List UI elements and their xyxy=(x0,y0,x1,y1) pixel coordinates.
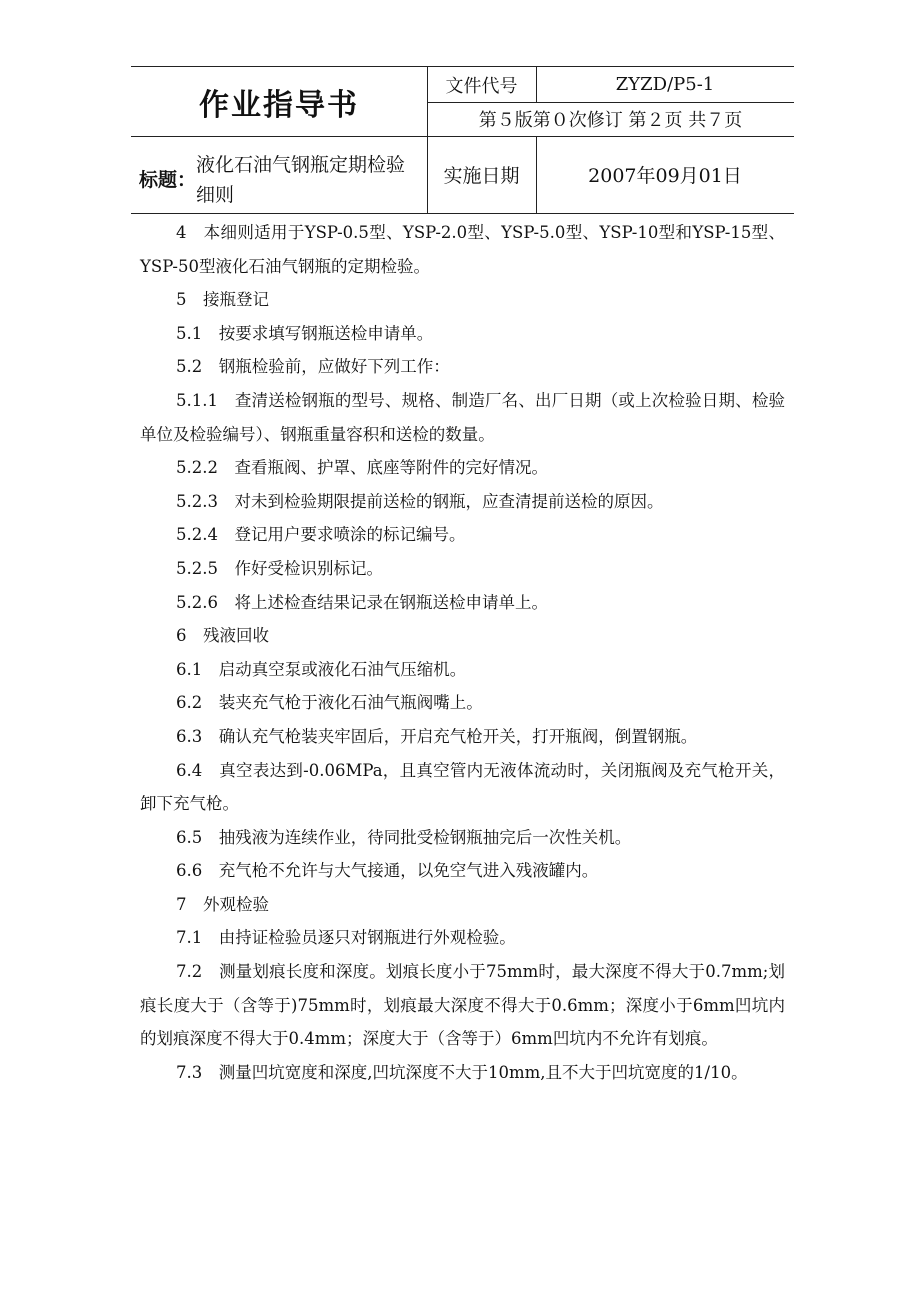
paragraph: 5.2.5 作好受检识别标记。 xyxy=(176,558,383,578)
effective-date-label: 实施日期 xyxy=(443,165,520,187)
document-body xyxy=(140,216,785,1089)
paragraph: 7.3 测量凹坑宽度和深度,凹坑深度不大于10mm,且不大于凹坑宽度的1/10。 xyxy=(176,1062,748,1082)
header-table xyxy=(131,66,794,214)
paragraph: 6.4 真空表达到-0.06MPa，且真空管内无液体流动时，关闭瓶阀及充气枪开关，卸下充气枪。 xyxy=(140,760,785,814)
paragraph: 5.2.4 登记用户要求喷涂的标记编号。 xyxy=(176,525,466,545)
subject-cell xyxy=(131,136,427,213)
document-title: 作业指导书 xyxy=(199,87,359,123)
section-heading: 6 残液回收 xyxy=(176,626,269,646)
document-code-value: ZYZD/P5-1 xyxy=(615,74,715,95)
paragraph: 6.2 装夹充气枪于液化石油气瓶阀嘴上。 xyxy=(176,693,483,713)
paragraph: 4 本细则适用于YSP-0.5型、YSP-2.0型、YSP-5.0型、YSP-10型和YSP-15型、YSP-50型液化石油气钢瓶的定期检验。 xyxy=(140,223,785,276)
section-heading: 5 接瓶登记 xyxy=(176,290,269,310)
paragraph: 5.2.6 将上述检查结果记录在钢瓶送检申请单上。 xyxy=(176,592,548,612)
section-heading: 7 外观检验 xyxy=(176,894,269,914)
paragraph: 5.1.1 查清送检钢瓶的型号、规格、制造厂名、出厂日期（或上次检验日期、检验单位及检验编号）、钢瓶重量容积和送检的数量。 xyxy=(140,390,785,444)
subject-label: 标题： xyxy=(139,168,197,191)
revision-info: 第５版第０次修订 第２页 共７页 xyxy=(478,110,743,131)
paragraph: 5.2.3 对未到检验期限提前送检的钢瓶，应查清提前送检的原因。 xyxy=(176,491,664,511)
paragraph: 5.2.2 查看瓶阀、护罩、底座等附件的完好情况。 xyxy=(176,458,548,478)
effective-date-value: 2007年09月01日 xyxy=(588,165,742,187)
document-code-label: 文件代号 xyxy=(445,75,518,97)
paragraph: 5.2 钢瓶检验前，应做好下列工作： xyxy=(176,357,450,377)
paragraph: 6.5 抽残液为连续作业，待同批受检钢瓶抽完后一次性关机。 xyxy=(176,827,632,847)
paragraph: 6.1 启动真空泵或液化石油气压缩机。 xyxy=(176,659,467,679)
paragraph: 7.2 测量划痕长度和深度。划痕长度小于75mm时，最大深度不得大于0.7mm;划痕长度大于（含等于)75mm时，划痕最大深度不得大于0.6mm；深度小于6mm凹坑内的划痕深度不得大于0.4mm；深度大于（含等于）6mm凹坑内不允许有划痕。 xyxy=(140,962,785,1049)
paragraph: 5.1 按要求填写钢瓶送检申请单。 xyxy=(176,323,434,343)
paragraph: 6.6 充气枪不允许与大气接通，以免空气进入残液罐内。 xyxy=(176,861,599,881)
subject-text: 液化石油气钢瓶定期检验细则 xyxy=(196,153,406,206)
paragraph: 6.3 确认充气枪装夹牢固后，开启充气枪开关，打开瓶阀，倒置钢瓶。 xyxy=(176,726,698,746)
paragraph: 7.1 由持证检验员逐只对钢瓶进行外观检验。 xyxy=(176,928,516,948)
